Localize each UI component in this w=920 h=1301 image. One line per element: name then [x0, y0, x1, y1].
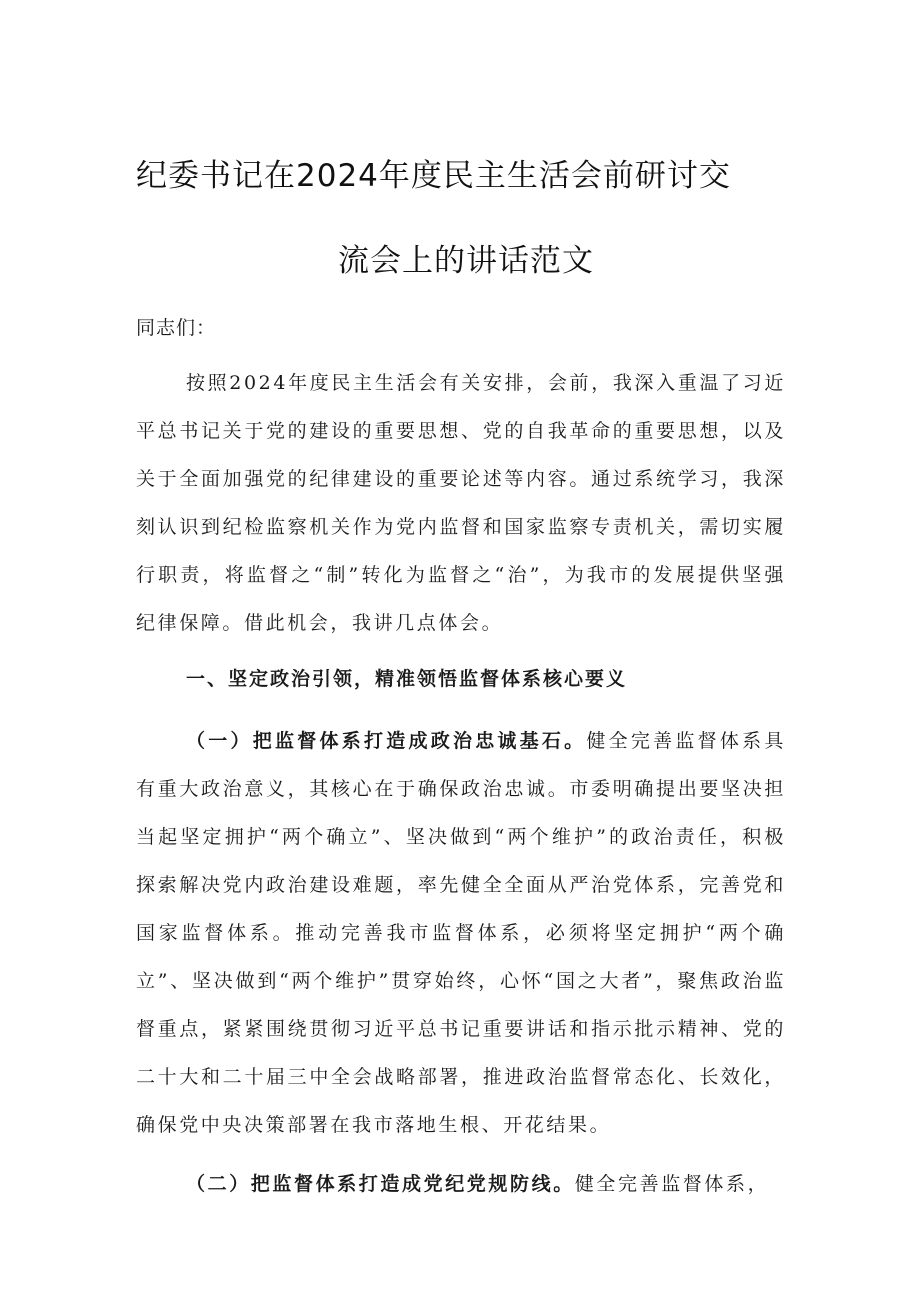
section-1-heading: 一、坚定政治引领，精准领悟监督体系核心要义 — [186, 668, 628, 690]
subsection-2-body: 健全完善监督体系， — [574, 1173, 770, 1195]
subsection-1-body: 健全完善监督体系具有重大政治意义，其核心在于确保政治忠诚。市委明确提出要坚决担当起坚定拥护“两个确立”、坚决做到“两个维护”的政治责任，积极探索解决党内政治建设难题，率先健全全面从严治党体系，完善党和国家监督体系。推动完善我市监督体系，必须将坚定拥护“两个确立”、坚决做到“两个维护”贯穿始终，心怀“国之大者”，聚焦政治监督重点，紧紧围绕贯彻习近平总书记重要讲话和指示批示精神、党的二十大和二十届三中全会战略部署，推进政治监督常态化、长效化，确保党中央决策部署在我市落地生根、开花结果。 — [136, 730, 786, 1136]
salutation: 同志们： — [136, 317, 217, 339]
subsection-1-paragraph — [136, 717, 786, 1149]
document-title-line-1: 纪委书记在2024年度民主生活会前研讨交 — [136, 158, 731, 194]
document-title-line-2: 流会上的讲话范文 — [338, 243, 594, 279]
subsection-2-paragraph — [136, 1160, 786, 1208]
subsection-1-lead: （一）把监督体系打造成政治忠诚基石。 — [186, 730, 587, 752]
intro-paragraph: 按照2024年度民主生活会有关安排，会前，我深入重温了习近平总书记关于党的建设的重要思想、党的自我革命的重要思想，以及关于全面加强党的纪律建设的重要论述等内容。通过系统学习，我深刻认识到纪检监察机关作为党内监督和国家监察专责机关，需切实履行职责，将监督之“制”转化为监督之“治”，为我市的发展提供坚强纪律保障。借此机会，我讲几点体会。 — [136, 372, 786, 634]
subsection-2-lead: （二）把监督体系打造成党纪党规防线。 — [186, 1173, 575, 1195]
